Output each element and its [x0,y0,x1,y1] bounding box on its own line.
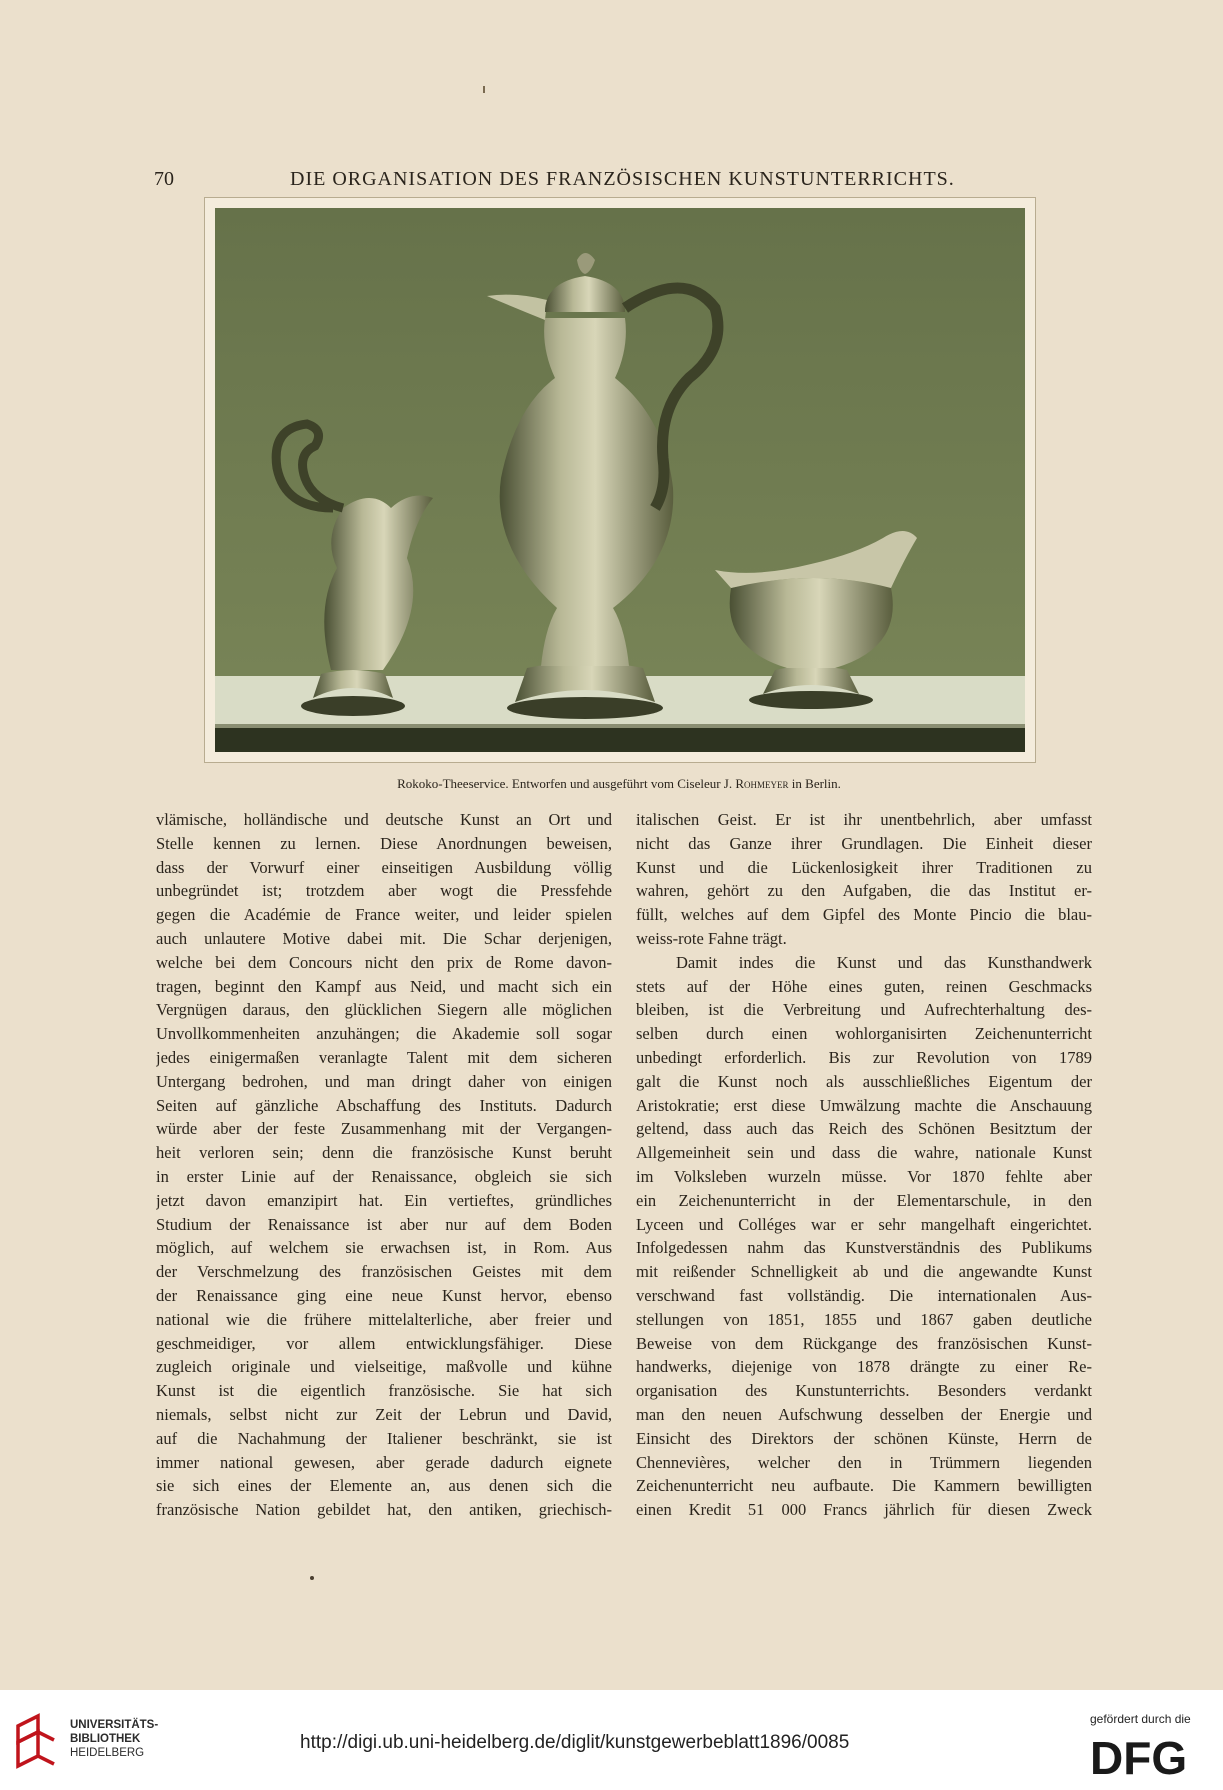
text-line: organisation des Kunstunterrichts. Besonders verdankt [636,1381,1092,1401]
text-line: Zeichenunterricht neu aufbaute. Die Kammern bewilligten [636,1476,1092,1496]
text-line: geltend, dass auch das Reich des Schönen Besitztum der [636,1119,1092,1139]
text-line: Untergang bedrohen, und man dringt daher von einigen [156,1071,612,1091]
ink-speck [483,86,485,93]
text-line: Lyceen und Colléges war er sehr mangelhaft eingerichtet. [636,1214,1092,1234]
text-line: französische Nation gebildet hat, den antiken, griechisch- [156,1500,612,1520]
text-line: wahren, gehört zu den Aufgaben, die das Institut er- [636,881,1092,901]
text-line: Seiten auf gänzliche Abschaffung des Instituts. Dadurch [156,1095,612,1115]
text-line: unbedingt erforderlich. Bis zur Revolution von 1789 [636,1047,1092,1067]
text-line: handwerks, diejenige von 1878 drängte zu einer Re- [636,1357,1092,1377]
text-line: weiss-rote Fahne trägt. [636,928,787,948]
text-line: tragen, beginnt den Kampf aus Neid, und macht sich ein [156,976,612,996]
page-number: 70 [154,168,174,190]
library-name [70,1718,158,1760]
text-line: zugleich originale und vielseitige, maßvolle und kühne [156,1357,612,1377]
text-line: ein Zeichenunterricht in der Elementarschule, in den [636,1190,1092,1210]
text-line: Studium der Renaissance ist aber nur auf dem Boden [156,1214,612,1234]
text-line: Kunst ist die eigentlich französische. Sie hat sich [156,1381,612,1401]
text-line: welche bei dem Concours nicht den prix de Rome davon- [156,952,612,972]
text-line: Chennevières, welcher den in Trümmern liegenden [636,1452,1092,1472]
text-line: Allgemeinheit sein und dass die wahre, nationale Kunst [636,1143,1092,1163]
tea-service-photo [215,208,1025,752]
text-column-left [156,808,612,1522]
text-line: Damit indes die Kunst und das Kunsthandwerk [676,952,1092,972]
permalink-url[interactable]: http://digi.ub.uni-heidelberg.de/diglit/kunstgewerbeblatt1896/0085 [300,1732,850,1753]
ink-speck [310,1576,314,1580]
text-line: geschmeidiger, vor allem entwicklungsfähiger. Diese [156,1333,612,1353]
text-line: auch unlautere Motive dabei mit. Die Schar derjenigen, [156,928,612,948]
text-line: verschwand fast vollständig. Die internationalen Aus- [636,1285,1092,1305]
text-column-right [636,808,1092,1522]
text-line: Infolgedessen nahm das Kunstverständnis des Publikums [636,1238,1092,1258]
text-line: bleiben, ist die Verbreitung und Aufrechterhaltung des- [636,1000,1092,1020]
sponsor-label: gefördert durch die [1090,1712,1191,1726]
text-line: vlämische, holländische und deutsche Kunst an Ort und [156,810,612,829]
text-line: würde aber der feste Zusammenhang mit der Vergangen- [156,1119,612,1139]
text-line: stellungen von 1851, 1855 und 1867 gaben deutliche [636,1309,1092,1329]
text-line: stets auf der Höhe eines guten, reinen Geschmacks [636,976,1092,996]
library-logo-icon [12,1712,60,1774]
text-line: jedes einigermaßen veranlagte Talent mit dem sicheren [156,1047,612,1067]
figure-plate [204,197,1036,763]
text-line: dass der Vorwurf einer einseitigen Ausbildung völlig [156,857,612,877]
text-line: möglich, auf welchem sie erwachsen ist, in Rom. Aus [156,1238,612,1258]
text-line: Kunst und die Lückenlosigkeit ihrer Traditionen zu [636,857,1092,877]
text-line: selben durch einen wohlorganisirten Zeichenunterricht [636,1024,1092,1044]
text-line: in erster Linie auf der Renaissance, obgleich sie sich [156,1166,612,1186]
text-line: der Verschmelzung des französischen Geistes mit dem [156,1262,612,1282]
text-line: sie sich eines der Elemente an, aus denen sich die [156,1476,612,1496]
dfg-logo-text: DFG [1090,1732,1188,1780]
digitization-footer [0,1690,1223,1790]
caption-maker-name: Rohmeyer [735,776,789,791]
text-line: Unvollkommenheiten anzuhängen; die Akademie soll sogar [156,1024,612,1044]
text-line: italischen Geist. Er ist ihr unentbehrlich, aber umfasst [636,810,1092,829]
caption-location: in Berlin. [791,776,841,791]
text-line: einen Kredit 51 000 Francs jährlich für diesen Zweck [636,1500,1092,1520]
text-line: Beweise von dem Rückgange des französischen Kunst- [636,1333,1092,1353]
caption-text: Rokoko-Theeservice. Entworfen und ausgeführt vom Ciseleur J. [397,776,733,791]
dfg-logo-icon [1088,1732,1208,1780]
text-line: Vergnügen daraus, den glücklichen Siegern alle möglichen [156,1000,612,1020]
text-line: immer national gewesen, aber gerade dadurch eignete [156,1452,612,1472]
text-line: man den neuen Aufschwung desselben der Energie und [636,1404,1092,1424]
text-line: gegen die Académie de France weiter, und leider spielen [156,905,612,925]
text-line: national wie die frühere mittelalterliche, aber freier und [156,1309,612,1329]
library-name-line: HEIDELBERG [70,1747,145,1759]
text-line: im Volksleben wurzeln müsse. Vor 1870 fehlte aber [636,1166,1092,1186]
text-line: mit reißender Schnelligkeit ab und die angewandte Kunst [636,1262,1092,1282]
text-line: füllt, welches auf dem Gipfel des Monte Pincio die blau- [636,905,1092,925]
figure-caption [204,776,1034,792]
library-name-line: UNIVERSITÄTS- [70,1719,159,1731]
tea-service-illustration [215,208,1025,752]
library-name-line: BIBLIOTHEK [70,1733,141,1745]
running-head: DIE ORGANISATION DES FRANZÖSISCHEN KUNSTUNTERRICHTS. [290,168,955,190]
text-line: niemals, selbst nicht zur Zeit der Lebrun und David, [156,1404,612,1424]
text-line: galt die Kunst noch als ausschließliches Eigentum der [636,1071,1092,1091]
text-line: Aristokratie; erst diese Umwälzung machte die Anschauung [636,1095,1092,1115]
text-line: auf die Nachahmung der Italiener beschränkt, sie ist [156,1428,612,1448]
text-line: jetzt davon emanzipirt hat. Ein vertieftes, gründliches [156,1190,612,1210]
text-line: Stelle kennen zu lernen. Diese Anordnungen beweisen, [156,833,612,853]
text-line: nicht das Ganze ihrer Grundlagen. Die Einheit dieser [636,833,1092,853]
text-line: heit verloren sein; denn die französische Kunst beruht [156,1143,612,1163]
text-line: der Renaissance ging eine neue Kunst hervor, ebenso [156,1285,612,1305]
text-line: unbegründet ist; trotzdem aber wogt die Pressfehde [156,881,612,901]
text-line: Einsicht des Direktors der schönen Künste, Herrn de [636,1428,1092,1448]
